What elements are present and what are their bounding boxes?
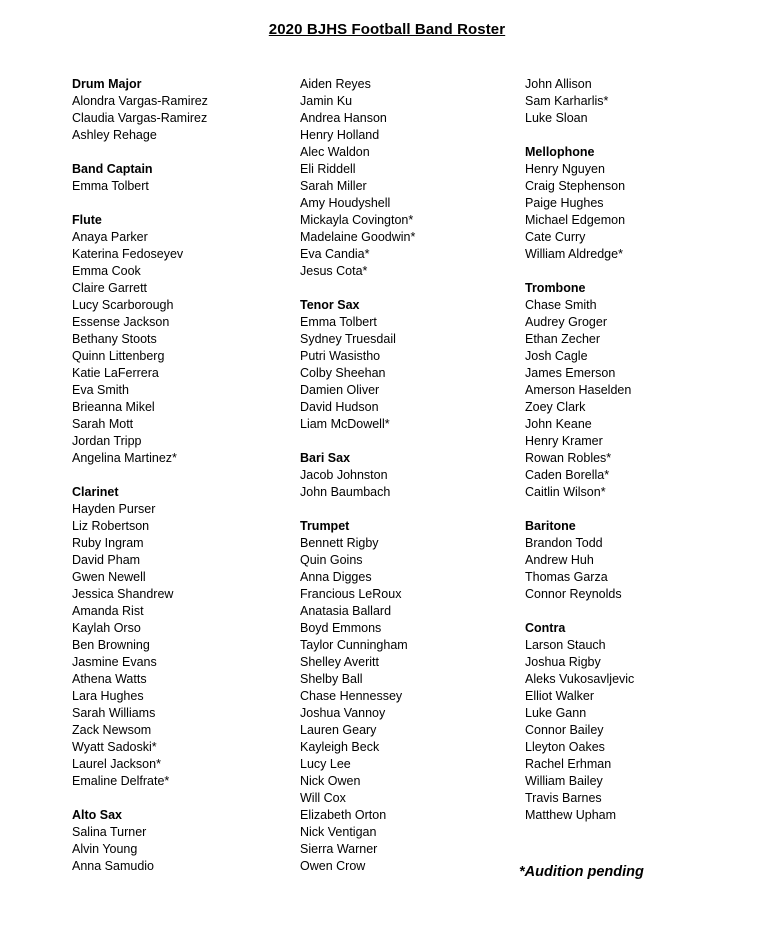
- roster-name: Shelby Ball: [300, 672, 363, 686]
- roster-name: Laurel Jackson*: [72, 757, 161, 771]
- roster-name: Connor Reynolds: [525, 587, 622, 601]
- roster-name: Anaya Parker: [72, 230, 148, 244]
- roster-name: Thomas Garza: [525, 570, 608, 584]
- roster-name: Emma Cook: [72, 264, 141, 278]
- roster-name: Lleyton Oakes: [525, 740, 605, 754]
- roster-name: Will Cox: [300, 791, 346, 805]
- roster-name: Angelina Martinez*: [72, 451, 177, 465]
- roster-name: Mickayla Covington*: [300, 213, 414, 227]
- roster-name: Cate Curry: [525, 230, 586, 244]
- section-header: Alto Sax: [72, 808, 123, 822]
- roster-name: Colby Sheehan: [300, 366, 386, 380]
- section-header: Flute: [72, 213, 102, 227]
- roster-name: John Baumbach: [300, 485, 391, 499]
- blank-line: [72, 467, 300, 484]
- roster-name: Ruby Ingram: [72, 536, 144, 550]
- section-header: Bari Sax: [300, 451, 351, 465]
- roster-name: Chase Hennessey: [300, 689, 403, 703]
- section-header: Trombone: [525, 281, 586, 295]
- roster-name: Nick Owen: [300, 774, 361, 788]
- roster-name: Lara Hughes: [72, 689, 144, 703]
- roster-name: Wyatt Sadoski*: [72, 740, 157, 754]
- roster-name: Emma Tolbert: [72, 179, 149, 193]
- roster-name: Jesus Cota*: [300, 264, 368, 278]
- roster-name: William Aldredge*: [525, 247, 623, 261]
- roster-name: Henry Kramer: [525, 434, 603, 448]
- roster-name: Matthew Upham: [525, 808, 617, 822]
- roster-name: Salina Turner: [72, 825, 147, 839]
- roster-name: Claudia Vargas-Ramirez: [72, 111, 208, 125]
- section-header: Drum Major: [72, 77, 142, 91]
- roster-name: Elliot Walker: [525, 689, 594, 703]
- roster-name: Jessica Shandrew: [72, 587, 174, 601]
- roster-name: Emaline Delfrate*: [72, 774, 170, 788]
- roster-name: Sam Karharlis*: [525, 94, 609, 108]
- roster-name: Andrea Hanson: [300, 111, 387, 125]
- roster-name: Francious LeRoux: [300, 587, 402, 601]
- blank-line: [300, 501, 525, 518]
- roster-name: Liam McDowell*: [300, 417, 390, 431]
- roster-name: Eva Candia*: [300, 247, 370, 261]
- roster-column-3: [525, 76, 760, 824]
- roster-name: Josh Cagle: [525, 349, 588, 363]
- section-header: Baritone: [525, 519, 576, 533]
- roster-name: Anna Digges: [300, 570, 372, 584]
- blank-line: [525, 127, 760, 144]
- blank-line: [525, 501, 760, 518]
- roster-name: Jasmine Evans: [72, 655, 157, 669]
- roster-name: Jacob Johnston: [300, 468, 388, 482]
- roster-name: Boyd Emmons: [300, 621, 382, 635]
- roster-name: Damien Oliver: [300, 383, 380, 397]
- roster-name: Alondra Vargas-Ramirez: [72, 94, 208, 108]
- blank-line: [300, 280, 525, 297]
- roster-name: Nick Ventigan: [300, 825, 377, 839]
- roster-name: Jordan Tripp: [72, 434, 142, 448]
- roster-name: Aleks Vukosavljevic: [525, 672, 635, 686]
- roster-name: David Hudson: [300, 400, 379, 414]
- blank-line: [300, 433, 525, 450]
- blank-line: [525, 603, 760, 620]
- roster-name: Liz Robertson: [72, 519, 150, 533]
- blank-line: [72, 144, 300, 161]
- roster-name: Emma Tolbert: [300, 315, 377, 329]
- roster-name: Bennett Rigby: [300, 536, 379, 550]
- roster-name: Zoey Clark: [525, 400, 586, 414]
- section-header: Tenor Sax: [300, 298, 360, 312]
- roster-name: Luke Gann: [525, 706, 587, 720]
- roster-name: Sydney Truesdail: [300, 332, 396, 346]
- roster-name: Joshua Rigby: [525, 655, 601, 669]
- roster-name: Bethany Stoots: [72, 332, 157, 346]
- roster-name: Ashley Rehage: [72, 128, 157, 142]
- roster-name: Kayleigh Beck: [300, 740, 380, 754]
- roster-name: Katie LaFerrera: [72, 366, 159, 380]
- roster-name: Sarah Mott: [72, 417, 134, 431]
- roster-name: Alec Waldon: [300, 145, 370, 159]
- roster-name: Claire Garrett: [72, 281, 148, 295]
- section-header: Contra: [525, 621, 566, 635]
- roster-name: Quin Goins: [300, 553, 363, 567]
- roster-name: Sarah Miller: [300, 179, 367, 193]
- roster-name: David Pham: [72, 553, 141, 567]
- roster-name: Athena Watts: [72, 672, 147, 686]
- roster-name: Elizabeth Orton: [300, 808, 387, 822]
- roster-name: Henry Nguyen: [525, 162, 605, 176]
- roster-columns-container: [72, 76, 760, 875]
- roster-name: Eli Riddell: [300, 162, 356, 176]
- roster-name: Amerson Haselden: [525, 383, 632, 397]
- roster-name: John Allison: [525, 77, 592, 91]
- roster-name: Travis Barnes: [525, 791, 602, 805]
- roster-name: Lucy Scarborough: [72, 298, 174, 312]
- roster-name: Lucy Lee: [300, 757, 351, 771]
- roster-name: Caitlin Wilson*: [525, 485, 606, 499]
- roster-name: Anatasia Ballard: [300, 604, 392, 618]
- audition-pending-note: *Audition pending: [519, 864, 644, 880]
- roster-name: Brandon Todd: [525, 536, 603, 550]
- roster-name: Essense Jackson: [72, 315, 170, 329]
- roster-name: Rachel Erhman: [525, 757, 612, 771]
- roster-name: Sarah Williams: [72, 706, 156, 720]
- roster-name: Gwen Newell: [72, 570, 146, 584]
- roster-name: Amanda Rist: [72, 604, 144, 618]
- blank-line: [525, 263, 760, 280]
- section-header: Band Captain: [72, 162, 153, 176]
- section-header: Mellophone: [525, 145, 595, 159]
- roster-name: Andrew Huh: [525, 553, 594, 567]
- section-header: Clarinet: [72, 485, 119, 499]
- roster-name: Ethan Zecher: [525, 332, 601, 346]
- roster-name: William Bailey: [525, 774, 603, 788]
- roster-name: Katerina Fedoseyev: [72, 247, 184, 261]
- roster-column-1: [72, 76, 300, 875]
- roster-name: Audrey Groger: [525, 315, 607, 329]
- page-title: 2020 BJHS Football Band Roster: [268, 21, 506, 38]
- roster-name: Luke Sloan: [525, 111, 588, 125]
- roster-name: Quinn Littenberg: [72, 349, 165, 363]
- roster-name: Putri Wasistho: [300, 349, 381, 363]
- roster-name: Anna Samudio: [72, 859, 155, 873]
- blank-line: [72, 790, 300, 807]
- roster-name: Madelaine Goodwin*: [300, 230, 416, 244]
- roster-name: Chase Smith: [525, 298, 597, 312]
- roster-name: Owen Crow: [300, 859, 366, 873]
- roster-name: Larson Stauch: [525, 638, 606, 652]
- roster-name: Sierra Warner: [300, 842, 378, 856]
- roster-column-2: [300, 76, 525, 875]
- roster-name: Michael Edgemon: [525, 213, 626, 227]
- roster-name: Jamin Ku: [300, 94, 353, 108]
- roster-name: Craig Stephenson: [525, 179, 626, 193]
- roster-name: Eva Smith: [72, 383, 129, 397]
- roster-name: Shelley Averitt: [300, 655, 379, 669]
- roster-name: Alvin Young: [72, 842, 138, 856]
- roster-name: Ben Browning: [72, 638, 150, 652]
- roster-name: Paige Hughes: [525, 196, 604, 210]
- roster-name: Caden Borella*: [525, 468, 610, 482]
- roster-name: Zack Newsom: [72, 723, 152, 737]
- roster-name: Kaylah Orso: [72, 621, 141, 635]
- roster-name: John Keane: [525, 417, 592, 431]
- roster-name: Rowan Robles*: [525, 451, 612, 465]
- roster-name: Hayden Purser: [72, 502, 156, 516]
- roster-name: Aiden Reyes: [300, 77, 371, 91]
- roster-name: Connor Bailey: [525, 723, 604, 737]
- roster-name: Joshua Vannoy: [300, 706, 386, 720]
- roster-name: Henry Holland: [300, 128, 380, 142]
- roster-name: Brieanna Mikel: [72, 400, 155, 414]
- roster-name: James Emerson: [525, 366, 616, 380]
- roster-name: Amy Houdyshell: [300, 196, 391, 210]
- roster-name: Lauren Geary: [300, 723, 377, 737]
- section-header: Trumpet: [300, 519, 350, 533]
- roster-name: Taylor Cunningham: [300, 638, 408, 652]
- blank-line: [72, 195, 300, 212]
